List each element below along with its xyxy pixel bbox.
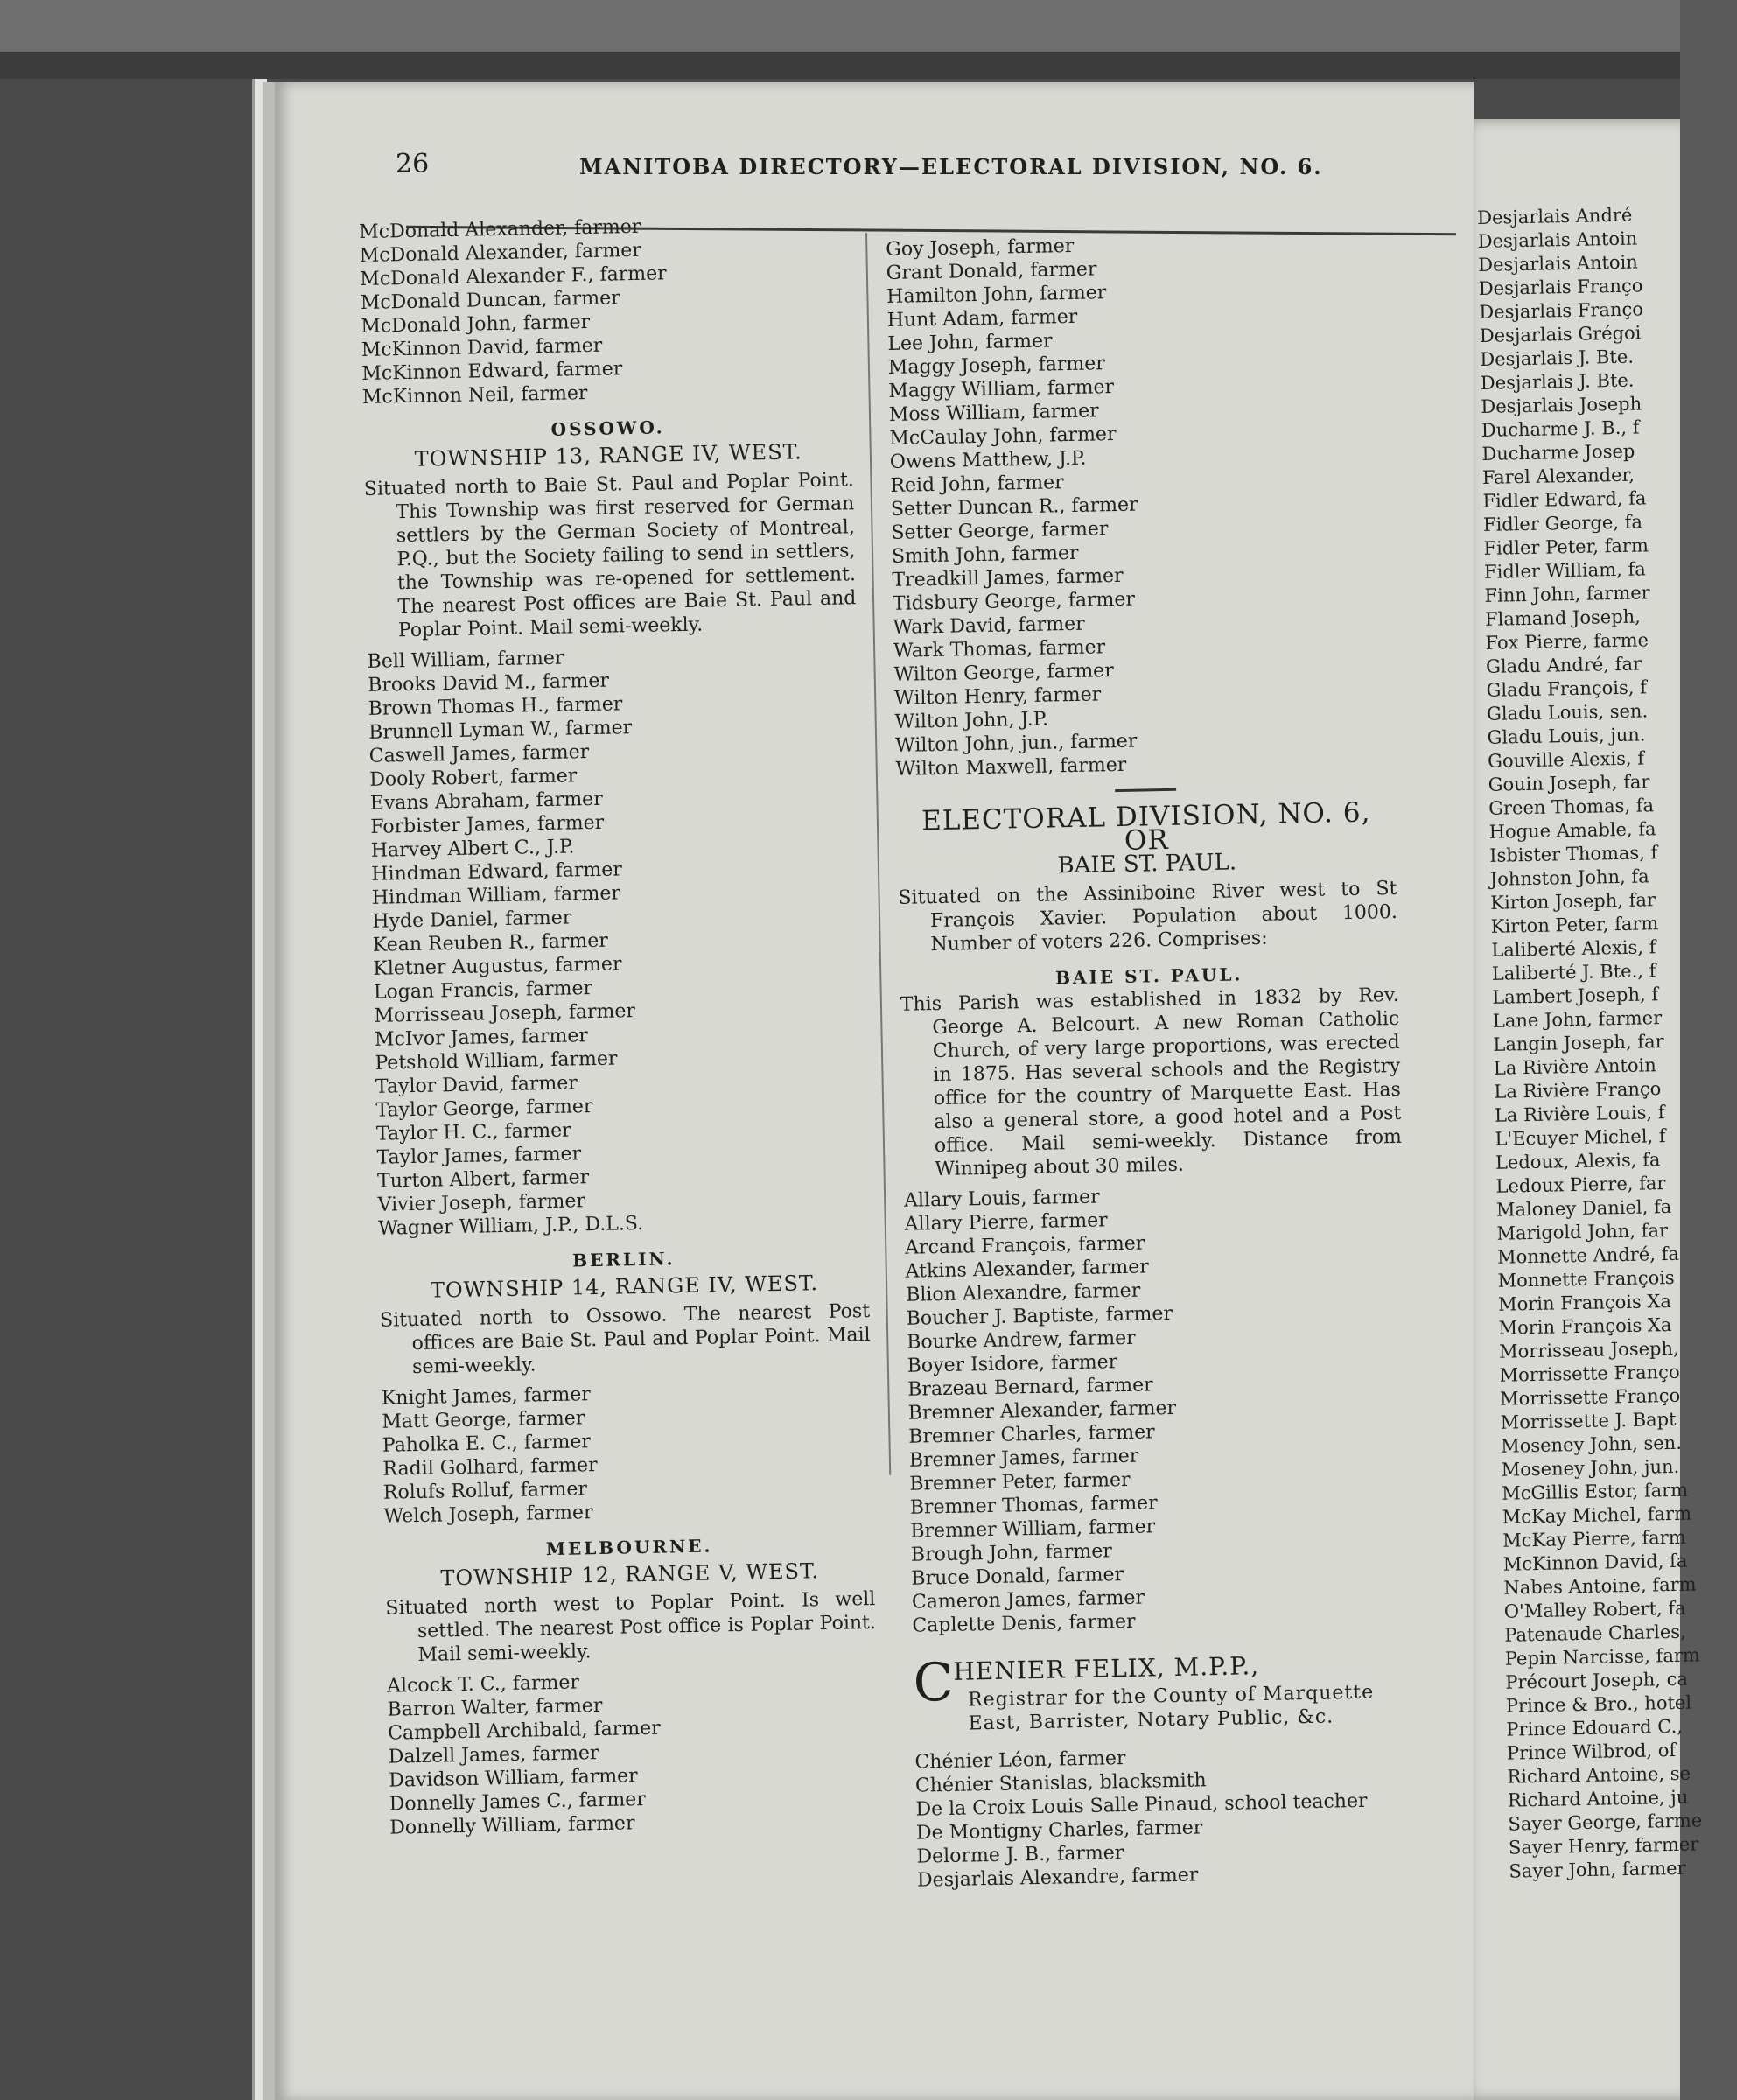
list-item: Wilton Maxwell, farmer: [895, 753, 1127, 780]
ossowo-list: [367, 640, 868, 1241]
baie-st-paul-description: This Parish was established in 1832 by Rev. George A. Belcourt. A new Roman Catholic Church, of very large proportions, was erected in 1875. Has several schools and the Registry office for the country of Marquette East. Has also a general store, a good hotel and a Post office. Mail semi-weekly. Distance from Winnipeg about 30 miles.: [900, 984, 1403, 1181]
list-item: Wark David, farmer: [893, 612, 1085, 639]
list-item: Turton Albert, farmer: [376, 1166, 590, 1193]
list-item: McKay Michel, farm: [1502, 1502, 1692, 1528]
list-item: Ducharme Josep: [1481, 440, 1635, 465]
ossowo-township: TOWNSHIP 13, RANGE IV, WEST.: [414, 439, 802, 472]
list-item: Laliberté J. Bte., f: [1491, 960, 1656, 984]
list-item: Logan Francis, farmer: [373, 977, 593, 1004]
list-item: Desjarlais Antoin: [1477, 228, 1638, 252]
list-item: Bruce Donald, farmer: [911, 1564, 1124, 1590]
list-item: Campbell Archibald, farmer: [387, 1717, 661, 1745]
list-item: Farel Alexander,: [1481, 464, 1635, 488]
list-item: Bremner Alexander, farmer: [907, 1396, 1177, 1424]
list-item: Davidson William, farmer: [388, 1765, 638, 1792]
chenier-name: HENIER FELIX, M.P.P.,: [953, 1651, 1260, 1686]
list-item: Hamilton John, farmer: [886, 282, 1107, 308]
list-item: Hindman William, farmer: [371, 882, 621, 909]
list-item: Brunnell Lyman W., farmer: [368, 717, 633, 744]
list-item: Bourke Andrew, farmer: [906, 1326, 1136, 1354]
list-item: McKinnon David, fa: [1502, 1550, 1688, 1575]
list-item: Gouville Alexis, f: [1487, 747, 1645, 772]
list-item: Patenaude Charles,: [1504, 1620, 1686, 1646]
list-item: Wilton John, jun., farmer: [894, 730, 1138, 757]
list-item: McDonald Duncan, farmer: [360, 287, 620, 314]
list-item: Hunt Adam, farmer: [886, 305, 1078, 332]
list-item: Morrissette Franço: [1499, 1384, 1681, 1410]
list-item: Donnelly William, farmer: [389, 1812, 635, 1839]
scan-backdrop-band: [0, 52, 1680, 79]
list-item: Grant Donald, farmer: [886, 258, 1097, 284]
list-item: Wark Thomas, farmer: [893, 636, 1106, 662]
list-item: Maggy William, farmer: [888, 376, 1115, 402]
list-item: Desjarlais J. Bte.: [1480, 346, 1635, 370]
list-item: Desjarlais Franço: [1478, 275, 1643, 299]
list-item: O'Malley Robert, fa: [1503, 1597, 1686, 1622]
list-item: Brazeau Bernard, farmer: [907, 1374, 1153, 1401]
list-item: McKinnon Neil, farmer: [361, 382, 588, 409]
list-item: Boucher J. Baptiste, farmer: [906, 1302, 1173, 1330]
list-item: Taylor James, farmer: [376, 1143, 582, 1169]
list-item: Richard Antoine, ju: [1507, 1786, 1689, 1811]
list-item: Owens Matthew, J.P.: [889, 447, 1087, 473]
list-item: Treadkill James, farmer: [892, 564, 1124, 592]
list-item: Atkins Alexander, farmer: [905, 1256, 1150, 1283]
list-item: Hogue Amable, fa: [1488, 818, 1656, 843]
list-item: Forbister James, farmer: [370, 811, 605, 838]
list-item: Fidler Edward, fa: [1482, 487, 1647, 512]
list-item: Bremner James, farmer: [908, 1445, 1139, 1472]
page-number: 26: [396, 149, 430, 179]
short-rule: [1115, 788, 1176, 792]
list-item: Sayer John, farmer: [1509, 1857, 1686, 1882]
division-subtitle: BAIE ST. PAUL.: [1057, 849, 1237, 879]
melbourne-description: Situated north west to Poplar Point. Is well settled. The nearest Post office is Poplar Point. Mail semi-weekly.: [385, 1587, 877, 1667]
running-head: MANITOBA DIRECTORY—ELECTORAL DIVISION, NO. 6.: [579, 154, 1323, 179]
list-item: Moseney John, sen.: [1500, 1432, 1683, 1457]
list-item: La Rivière Louis, f: [1494, 1102, 1665, 1126]
list-item: Matt George, farmer: [382, 1407, 585, 1433]
list-item: Petshold William, farmer: [375, 1047, 618, 1074]
list-item: Dooly Robert, farmer: [369, 765, 578, 791]
list-item: Kletner Augustus, farmer: [373, 953, 622, 980]
list-item: Vivier Joseph, farmer: [377, 1190, 586, 1216]
list-item: Arcand François, farmer: [904, 1232, 1145, 1259]
list-item: Delorme J. B., farmer: [916, 1842, 1124, 1868]
list-item: McCaulay John, farmer: [889, 423, 1117, 450]
list-item: Kirton Joseph, far: [1490, 889, 1656, 914]
list-item: McDonald Alexander, farmer: [359, 239, 642, 267]
list-item: Desjarlais Alexandre, farmer: [916, 1864, 1199, 1892]
list-item: Monnette André, fa: [1496, 1242, 1680, 1268]
list-item: McIvor James, farmer: [374, 1025, 589, 1051]
list-item: Fidler George, fa: [1482, 511, 1643, 536]
list-item: Bremner Thomas, farmer: [909, 1492, 1158, 1519]
list-item: Fox Pierre, farme: [1485, 629, 1649, 654]
list-item: La Rivière Franço: [1494, 1078, 1662, 1102]
melbourne-list: [387, 1665, 880, 1840]
list-item: McDonald Alexander, farmer: [359, 215, 641, 243]
list-item: Hyde Daniel, farmer: [372, 906, 572, 933]
list-item: Fidler William, fa: [1483, 558, 1646, 583]
list-item: Ledoux Pierre, far: [1495, 1172, 1666, 1197]
list-item: Finn John, farmer: [1484, 582, 1650, 606]
list-item: Nabes Antoine, farm: [1503, 1573, 1697, 1599]
list-item: Marigold John, far: [1496, 1220, 1669, 1244]
list-item: Gladu André, far: [1485, 653, 1642, 677]
berlin-township: TOWNSHIP 14, RANGE IV, WEST.: [430, 1270, 819, 1303]
list-item: Isbister Thomas, f: [1489, 842, 1658, 866]
next-page-column: [1477, 202, 1737, 1884]
ossowo-title: OSSOWO.: [550, 416, 665, 440]
list-item: Desjarlais André: [1477, 204, 1633, 228]
list-item: Pepin Narcisse, farm: [1504, 1644, 1701, 1670]
directory-page: [263, 82, 1474, 2100]
list-item: Wilton Henry, farmer: [893, 683, 1102, 710]
drop-cap: C: [913, 1651, 955, 1714]
list-item: Wagner William, J.P., D.L.S.: [377, 1212, 644, 1240]
list-item: Tidsbury George, farmer: [892, 588, 1136, 615]
list-item: Donnelly James C., farmer: [389, 1788, 646, 1816]
list-item: Paholka E. C., farmer: [382, 1431, 592, 1457]
division-description: Situated on the Assiniboine River west to St François Xavier. Population about 1000. Number of voters 226. Comprises:: [898, 877, 1398, 956]
melbourne-township: TOWNSHIP 12, RANGE V, WEST.: [440, 1558, 820, 1591]
list-item: Morin François Xa: [1497, 1290, 1672, 1315]
list-item: Maloney Daniel, fa: [1495, 1195, 1672, 1221]
list-item: Prince Wilbrod, of: [1506, 1739, 1677, 1764]
list-item: Rolufs Rolluf, farmer: [382, 1478, 588, 1504]
list-item: Chénier Léon, farmer: [914, 1747, 1126, 1774]
list-item: Welch Joseph, farmer: [383, 1502, 593, 1528]
berlin-title: BERLIN.: [572, 1248, 676, 1271]
list-item: Lambert Joseph, f: [1492, 984, 1659, 1008]
list-item: Caswell James, farmer: [368, 741, 590, 767]
list-item: Allary Louis, farmer: [903, 1186, 1100, 1212]
list-item: Gladu Louis, jun.: [1487, 724, 1646, 748]
berlin-description: Situated north to Ossowo. The nearest Post offices are Baie St. Paul and Poplar Point. Mail semi-weekly.: [379, 1300, 871, 1379]
list-item: Sayer Henry, farmer: [1508, 1833, 1699, 1858]
list-item: Lee John, farmer: [887, 330, 1053, 355]
list-item: La Rivière Antoin: [1493, 1054, 1656, 1079]
page-header: [396, 140, 1463, 192]
list-item: Dalzell James, farmer: [388, 1742, 599, 1768]
list-item: Fidler Peter, farm: [1483, 535, 1649, 559]
list-item: De Montigny Charles, farmer: [915, 1816, 1203, 1844]
list-item: Desjarlais Grégoi: [1479, 322, 1642, 346]
right-bottom-list: [914, 1741, 1416, 1893]
list-item: Prince Edouard C.,: [1506, 1715, 1684, 1740]
list-item: Radil Golhard, farmer: [382, 1454, 598, 1480]
list-item: De la Croix Louis Salle Pinaud, school teacher: [915, 1789, 1368, 1821]
ossowo-description: Situated north to Baie St. Paul and Poplar Point. This Township was first reserved for German settlers by the German Society of Montreal, P.Q., but the Society failing to send in settlers, the Township was re-opened for settlement. The nearest Post offices are Baie St. Paul and Poplar Point. Mail semi-weekly.: [363, 469, 857, 642]
baie-st-paul-list: [904, 1180, 1411, 1638]
list-item: Johnston John, fa: [1489, 865, 1649, 890]
list-item: Harvey Albert C., J.P.: [370, 836, 575, 862]
list-item: Reid John, farmer: [890, 472, 1064, 497]
list-item: Bremner William, farmer: [910, 1516, 1156, 1543]
division-title: ELECTORAL DIVISION, NO. 6, OR: [921, 796, 1371, 857]
next-page: [1456, 119, 1703, 2100]
list-item: Bremner Charles, farmer: [908, 1421, 1155, 1448]
list-item: Flamand Joseph,: [1484, 606, 1642, 630]
melbourne-title: MELBOURNE.: [545, 1535, 713, 1560]
list-item: Ducharme J. B., f: [1481, 416, 1640, 441]
list-item: Desjarlais Franço: [1479, 298, 1644, 323]
list-item: Knight James, farmer: [381, 1383, 592, 1410]
list-item: Barron Walter, farmer: [387, 1694, 603, 1721]
list-item: Sayer George, farme: [1508, 1810, 1703, 1835]
list-item: Evans Abraham, farmer: [369, 788, 603, 815]
list-item: Ledoux, Alexis, fa: [1495, 1149, 1661, 1173]
list-item: Morrisseau Joseph, farmer: [374, 1000, 636, 1027]
list-item: Setter George, farmer: [891, 518, 1109, 544]
list-item: Brough John, farmer: [910, 1540, 1113, 1566]
chenier-description: Registrar for the County of Marquette East, Barrister, Notary Public, &c.: [967, 1681, 1375, 1735]
list-item: Morrissette Franço: [1499, 1361, 1680, 1386]
list-item: Morin François Xa: [1498, 1313, 1672, 1339]
list-item: Bremner Peter, farmer: [909, 1468, 1131, 1495]
list-item: Gladu Louis, sen.: [1486, 700, 1649, 724]
mcdonald-list: [359, 211, 852, 410]
list-item: Boyer Isidore, farmer: [907, 1351, 1118, 1377]
list-item: McGillis Estor, farm: [1502, 1479, 1689, 1504]
list-item: Gladu François, f: [1486, 676, 1648, 701]
right-column: [886, 228, 1416, 1893]
list-item: Lane John, farmer: [1492, 1007, 1663, 1032]
list-item: Goy Joseph, farmer: [886, 234, 1075, 261]
list-item: Langin Joseph, far: [1493, 1031, 1664, 1055]
list-item: Green Thomas, fa: [1488, 794, 1655, 819]
list-item: Gouin Joseph, far: [1488, 771, 1650, 795]
list-item: Prince & Bro., hotel: [1505, 1691, 1692, 1717]
list-item: Maggy Joseph, farmer: [887, 353, 1106, 379]
list-item: Smith John, farmer: [891, 542, 1079, 568]
list-item: McKay Pierre, farm: [1502, 1526, 1686, 1551]
list-item: Bell William, farmer: [367, 647, 564, 673]
list-item: Kean Reuben R., farmer: [372, 929, 608, 956]
list-item: Laliberté Alexis, f: [1491, 936, 1656, 961]
list-item: Brown Thomas H., farmer: [368, 693, 623, 720]
list-item: Hindman Edward, farmer: [371, 858, 623, 886]
list-item: Kirton Peter, farm: [1490, 913, 1659, 937]
list-item: Chénier Stanislas, blacksmith: [914, 1769, 1207, 1797]
left-column: [359, 211, 879, 1839]
list-item: Allary Pierre, farmer: [904, 1209, 1108, 1236]
list-item: Taylor H. C., farmer: [375, 1119, 571, 1145]
list-item: Alcock T. C., farmer: [386, 1671, 580, 1698]
list-item: McDonald Alexander F., farmer: [360, 262, 667, 290]
baie-st-paul-title: BAIE ST. PAUL.: [1054, 963, 1243, 989]
list-item: McKinnon Edward, farmer: [361, 358, 623, 385]
list-item: Wilton John, J.P.: [894, 708, 1049, 733]
chenier-advertisement: [913, 1651, 1413, 1737]
list-item: Morrissette J. Bapt: [1500, 1408, 1677, 1433]
list-item: Desjarlais Antoin: [1478, 251, 1639, 276]
right-top-list: [886, 228, 1395, 781]
list-item: Monnette François: [1497, 1266, 1675, 1292]
list-item: Desjarlais J. Bte.: [1480, 369, 1635, 394]
list-item: L'Ecuyer Michel, f: [1495, 1125, 1666, 1150]
list-item: Wilton George, farmer: [893, 660, 1114, 686]
list-item: McDonald John, farmer: [361, 311, 591, 338]
list-item: Cameron James, farmer: [911, 1586, 1145, 1614]
list-item: Desjarlais Joseph: [1481, 393, 1642, 417]
list-item: Moseney John, jun.: [1501, 1455, 1680, 1480]
list-item: Richard Antoine, se: [1507, 1762, 1691, 1788]
list-item: Taylor George, farmer: [375, 1096, 593, 1122]
berlin-list: [382, 1377, 874, 1529]
list-item: Taylor David, farmer: [375, 1072, 578, 1098]
list-item: Brooks David M., farmer: [367, 669, 610, 696]
list-item: Moss William, farmer: [888, 400, 1099, 426]
list-item: Précourt Joseph, ca: [1505, 1668, 1689, 1693]
list-item: Morrisseau Joseph,: [1498, 1337, 1679, 1362]
list-item: Blion Alexandre, farmer: [905, 1279, 1141, 1306]
list-item: Setter Duncan R., farmer: [890, 494, 1138, 521]
list-item: Caplette Denis, farmer: [912, 1610, 1136, 1637]
list-item: McKinnon David, farmer: [361, 334, 603, 361]
